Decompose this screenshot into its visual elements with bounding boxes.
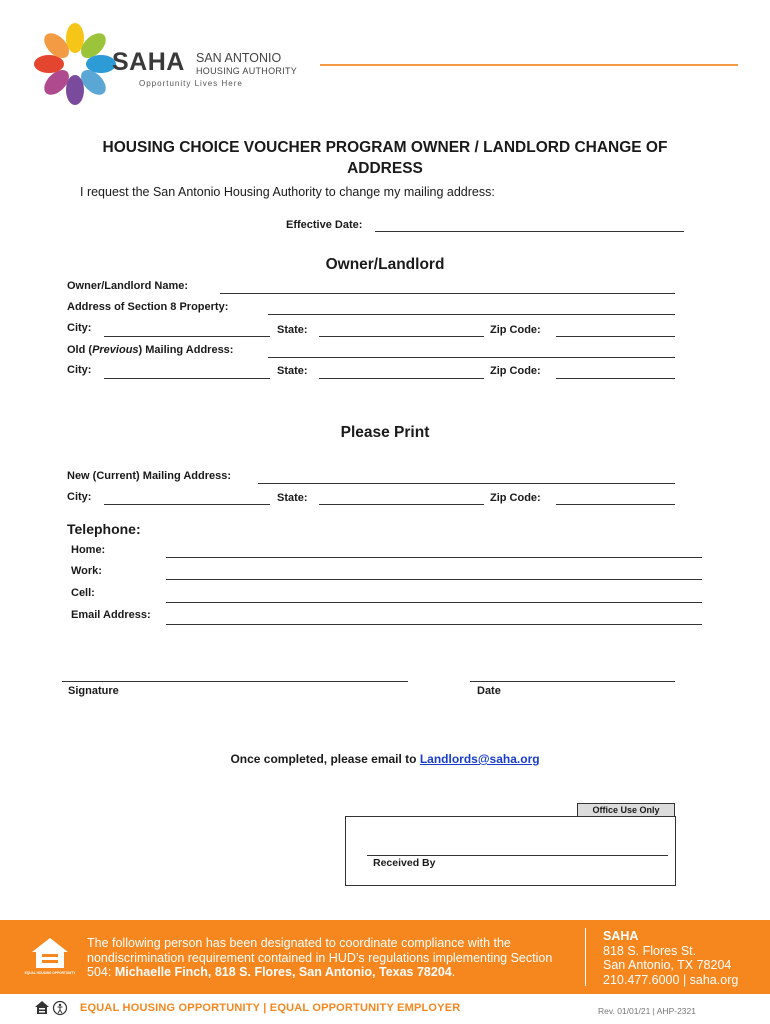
new-address-label: New (Current) Mailing Address:: [67, 470, 231, 482]
new-city-field[interactable]: [104, 504, 270, 505]
work-phone-field[interactable]: [166, 579, 702, 580]
owner-section-title: Owner/Landlord: [325, 256, 445, 273]
eho-house-small-icon: [35, 1001, 49, 1014]
property-state-field[interactable]: [319, 336, 484, 337]
saha-logo-icon: [34, 22, 116, 106]
eho-logo-text: EQUAL HOUSING OPPORTUNITY: [24, 971, 76, 975]
footer-contact: [603, 929, 738, 987]
header-rule: [320, 64, 738, 66]
date-label: Date: [477, 685, 501, 697]
property-city-field[interactable]: [104, 336, 270, 337]
footer-contact-phone-web: 210.477.6000 | saha.org: [603, 972, 739, 987]
telephone-title: Telephone:: [67, 521, 141, 537]
revision-number: Rev. 01/01/21 | AHP-2321: [598, 1006, 696, 1016]
office-use-tab: Office Use Only: [577, 803, 675, 817]
received-by-field[interactable]: [367, 855, 668, 856]
brand-org-line1: SAN ANTONIO: [196, 51, 282, 65]
owner-name-field[interactable]: [220, 293, 675, 294]
new-zip-field[interactable]: [556, 504, 675, 505]
equal-housing-logo-icon: [24, 936, 76, 976]
footer-contact-name: SAHA: [603, 929, 639, 943]
document-title: [60, 137, 710, 179]
email-address-field[interactable]: [166, 624, 702, 625]
date-field[interactable]: [470, 681, 675, 682]
new-address-field[interactable]: [258, 483, 675, 484]
footer-contact-street: 818 S. Flores St.: [603, 943, 697, 958]
old-state-field[interactable]: [319, 378, 484, 379]
property-state-label: State:: [277, 324, 308, 336]
signature-field[interactable]: [62, 681, 408, 682]
brand-name: SAHA: [112, 48, 185, 76]
brand-org-line2: HOUSING AUTHORITY: [196, 66, 298, 76]
old-zip-label: Zip Code:: [490, 365, 541, 377]
eho-strip-text: EQUAL HOUSING OPPORTUNITY | EQUAL OPPORTUNITY EMPLOYER: [80, 1002, 461, 1014]
property-zip-field[interactable]: [556, 336, 675, 337]
email-instruction: Once completed, please email to Landlords@saha.org: [230, 752, 540, 766]
new-state-label: State:: [277, 492, 308, 504]
email-address-label: Email Address:: [71, 609, 151, 621]
signature-label: Signature: [68, 685, 119, 697]
title-line-1: HOUSING CHOICE VOUCHER PROGRAM OWNER / LANDLORD CHANGE OF: [102, 139, 668, 156]
home-phone-label: Home:: [71, 544, 106, 556]
owner-name-label: Owner/Landlord Name:: [67, 280, 189, 292]
landlords-email-link[interactable]: Landlords@saha.org: [419, 752, 540, 766]
intro-text: I request the San Antonio Housing Authority to change my mailing address:: [80, 185, 495, 199]
footer-compliance-text: The following person has been designated to coordinate compliance with the nondiscrimination requirement contained in HUD’s regulations implementing Section 504: Michaelle Finch, 818 S. Flores, San Antonio, Texas 78204.: [87, 936, 553, 979]
old-address-field[interactable]: [268, 357, 675, 358]
old-city-field[interactable]: [104, 378, 270, 379]
old-state-label: State:: [277, 365, 308, 377]
brand-tagline: Opportunity Lives Here: [139, 79, 243, 88]
eho-small-icons: [35, 1000, 75, 1016]
print-section-title: Please Print: [340, 424, 430, 441]
property-address-field[interactable]: [268, 314, 675, 315]
effective-date-field[interactable]: [375, 231, 684, 232]
old-city-label: City:: [67, 364, 92, 376]
property-address-label: Address of Section 8 Property:: [67, 301, 229, 313]
work-phone-label: Work:: [71, 565, 102, 577]
footer-contact-city: San Antonio, TX 78204: [603, 958, 732, 972]
new-city-label: City:: [67, 491, 92, 503]
cell-phone-field[interactable]: [166, 602, 702, 603]
accessibility-icon: [54, 1002, 67, 1015]
effective-date-label: Effective Date:: [286, 219, 363, 231]
footer-divider: [585, 928, 586, 986]
received-by-label: Received By: [373, 857, 436, 869]
office-use-box: [345, 816, 676, 886]
old-address-label: Old (Previous) Mailing Address:: [67, 344, 234, 356]
new-state-field[interactable]: [319, 504, 484, 505]
old-zip-field[interactable]: [556, 378, 675, 379]
home-phone-field[interactable]: [166, 557, 702, 558]
title-line-2: ADDRESS: [347, 160, 423, 177]
new-zip-label: Zip Code:: [490, 492, 541, 504]
property-city-label: City:: [67, 322, 92, 334]
cell-phone-label: Cell:: [71, 587, 95, 599]
property-zip-label: Zip Code:: [490, 324, 541, 336]
